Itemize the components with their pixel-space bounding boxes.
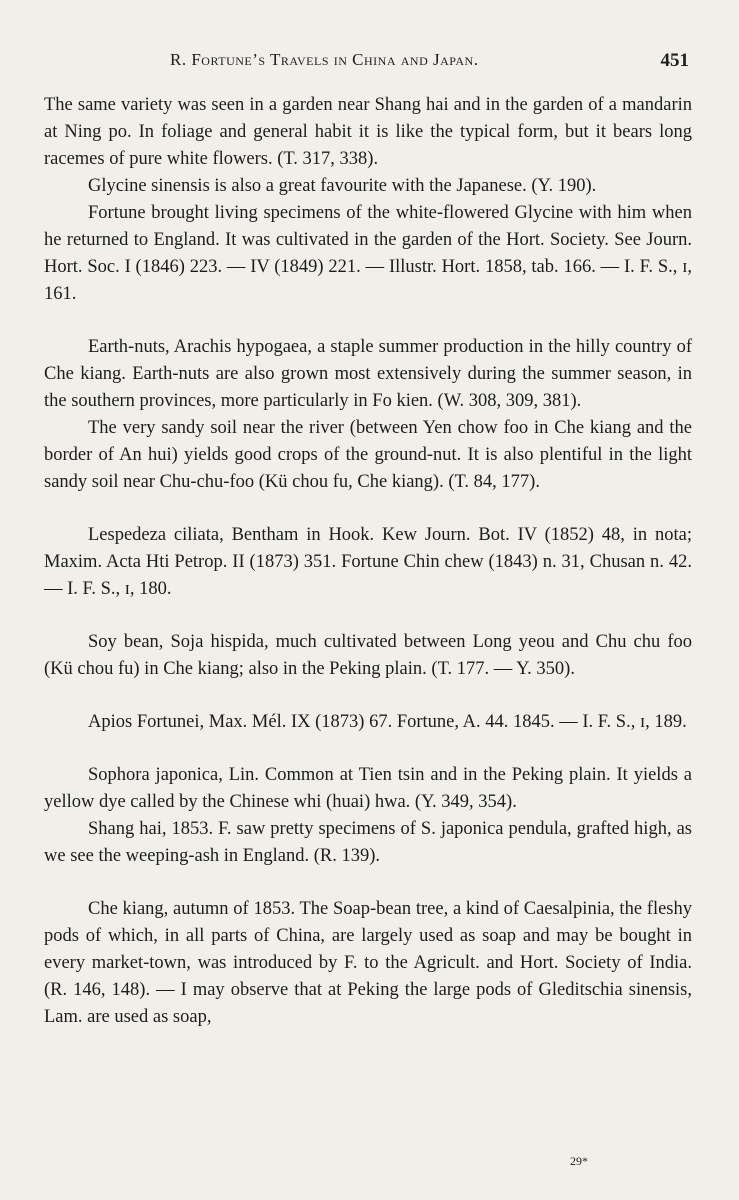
paragraph-glycine-england: Fortune brought living specimens of the white-flowered Glycine with him when he returned to England. It was cultivated in the garden of the Hort. Society. See Journ. Hort. Soc. I (1846) 223. — IV (1849) 221. — Illustr. Hort. 1858, tab. 166. — I. F. S., ɪ, 161.: [44, 203, 692, 304]
paragraph-glycine-japanese: Glycine sinensis is also a great favourite with the Japanese. (Y. 190).: [88, 176, 597, 196]
section-gap: [44, 603, 692, 629]
page-body: [44, 92, 692, 1031]
paragraph-lespedeza: Lespedeza ciliata, Bentham in Hook. Kew Journ. Bot. IV (1852) 48, in nota; Maxim. Acta Hti Petrop. II (1873) 351. Fortune Chin chew (1843) n. 31, Chusan n. 42. — I. F. S., ɪ, 180.: [44, 525, 692, 599]
paragraph-sophora: Sophora japonica, Lin. Common at Tien tsin and in the Peking plain. It yields a yellow dye called by the Chinese whi (huai) hwa. (Y. 349, 354).: [44, 765, 692, 812]
paragraph-earth-nuts: Earth-nuts, Arachis hypogaea, a staple summer production in the hilly country of Che kiang. Earth-nuts are also grown most extensively during the summer season, in the southern provinces, more particularly in Fo kien. (W. 308, 309, 381).: [44, 337, 692, 411]
section-gap: [44, 870, 692, 896]
section-gap: [44, 683, 692, 709]
page-number: 451: [660, 50, 689, 71]
paragraph-ground-nut-soil: The very sandy soil near the river (between Yen chow foo in Che kiang and the border of An hui) yields good crops of the ground-nut. It is also plentiful in the light sandy soil near Chu-chu-foo (Kü chou fu, Che kiang). (T. 84, 177).: [44, 418, 692, 492]
signature-mark: 29*: [570, 1154, 588, 1168]
section-gap: [44, 496, 692, 522]
section-gap: [44, 308, 692, 334]
running-title: R. Fortune’s Travels in China and Japan.: [170, 50, 479, 69]
section-gap: [44, 736, 692, 762]
paragraph-apios: Apios Fortunei, Max. Mél. IX (1873) 67. Fortune, A. 44. 1845. — I. F. S., ɪ, 189.: [88, 712, 687, 732]
paragraph-sophora-pendula: Shang hai, 1853. F. saw pretty specimens of S. japonica pendula, grafted high, as we see the weeping-ash in England. (R. 139).: [44, 819, 692, 866]
page-header: [44, 50, 695, 80]
paragraph-soy-bean: Soy bean, Soja hispida, much cultivated between Long yeou and Chu chu foo (Kü chou fu) in Che kiang; also in the Peking plain. (T. 177. — Y. 350).: [44, 632, 692, 679]
paragraph-soap-bean: Che kiang, autumn of 1853. The Soap-bean tree, a kind of Caesalpinia, the fleshy pods of which, in all parts of China, are largely used as soap and may be bought in every market-town, was introduced by F. to the Agricult. and Hort. Society of India. (R. 146, 148). — I may observe that at Peking the large pods of Gleditschia sinensis, Lam. are used as soap,: [44, 899, 692, 1027]
paragraph-white-variety: The same variety was seen in a garden near Shang hai and in the garden of a mandarin at Ning po. In foliage and general habit it is like the typical form, but it bears long racemes of pure white flowers. (T. 317, 338).: [44, 95, 692, 169]
